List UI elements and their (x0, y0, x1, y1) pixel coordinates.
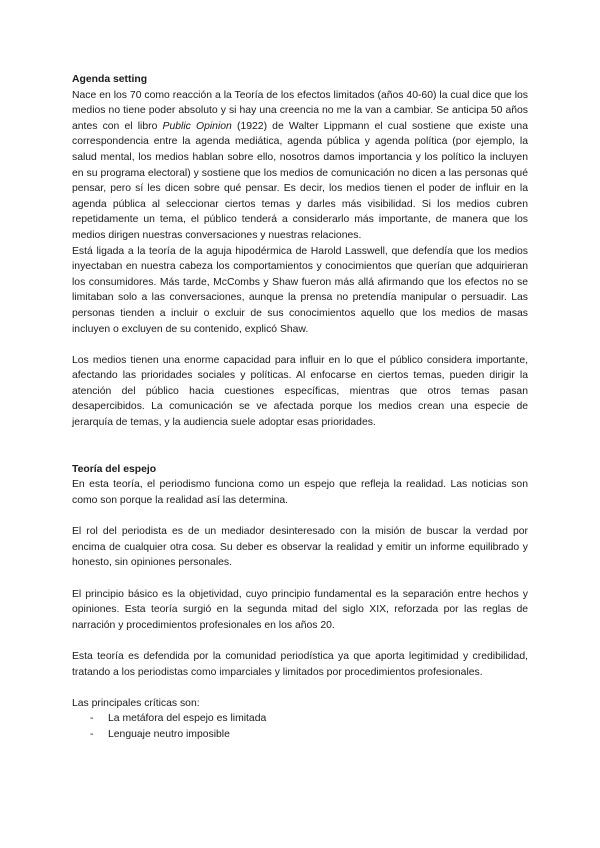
list-item-text: La metáfora del espejo es limitada (108, 713, 267, 725)
heading-agenda-setting: Agenda setting (72, 74, 148, 85)
paragraph-espejo-4: Esta teoría es defendida por la comunidad periodística ya que aporta legitimidad y credibilidad, tratando a los periodistas como imparciales y limitados por procedimientos profesionales. (72, 650, 528, 678)
list-marker: - (90, 713, 94, 725)
paragraph-espejo-1: En esta teoría, el periodismo funciona como un espejo que refleja la realidad. Las noticias son como son porque la realidad así las determina. (72, 479, 528, 507)
list-item-text: Lenguaje neutro imposible (108, 728, 230, 740)
list-item (72, 727, 528, 743)
paragraph-agenda-1-b: (1922) de Walter Lippmann el cual sostiene que existe una correspondencia entre la agenda mediática, agenda pública y agenda política (por ejemplo, la salud mental, los medios hablan sobre ello, nosotros damos importancia y los político la incluyen en su programa electoral) y sostiene que los medios de comunicación no dicen a las personas qué pensar, pero sí les dicen sobre qué pensar. Es decir, los medios tienen el poder de influir en la agenda pública al seleccionar ciertos temas y darles más visibilidad. Si los medios cubren repetidamente un tema, el público tenderá a considerarlo más importante, de manera que los medios dirigen nuestras conversaciones y nuestras relaciones. (72, 120, 528, 241)
paragraph-agenda-1-a: Nace en los 70 como reacción a la Teoría de los efectos limitados (años 40-60) la cual dice que los medios no tiene poder absoluto y si hay una creencia no me la van a cambiar. Se anticipa 50 años antes con el libro (72, 89, 528, 132)
paragraph-espejo-2: El rol del periodista es de un mediador desinteresado con la misión de buscar la verdad por encima de cualquier otra cosa. Su deber es observar la realidad y emitir un informe equilibrado y honesto, sin opiniones personales. (72, 526, 528, 569)
list-marker: - (90, 728, 94, 740)
heading-teoria-espejo: Teoría del espejo (72, 463, 157, 475)
paragraph-agenda-2: Está ligada a la teoría de la aguja hipodérmica de Harold Lasswell, que defendía que los medios inyectaban en nuestra cabeza los comportamientos y conocimientos que querían que adquirieran los consumidores. Más tarde, McCombs y Shaw fueron más allá afirmando que los efectos no se limitaban solo a las conversaciones, aunque la prensa no pretendía manipular o persuadir. Las personas tienden a incluir o excluir de sus conocimientos aquello que los medios de masas incluyen o excluyen de su contenido, explicó Shaw. (72, 245, 528, 335)
list-item (72, 711, 528, 727)
spacer (72, 571, 528, 587)
spacer (72, 337, 528, 353)
critics-intro: Las principales críticas son: (72, 697, 200, 709)
paragraph-agenda-3: Los medios tienen una enorme capacidad para influir en lo que el público considera importante, afectando las prioridades sociales y políticas. Al enfocarse en ciertos temas, pueden dirigir la atención del público hacia cuestiones específicas, mientras que otros temas pasan desapercibidos. La comunicación se ve afectada porque los medios crean una especie de jerarquía de temas, y la audiencia suele adoptar esas prioridades. (72, 354, 528, 429)
book-title: Public Opinion (162, 120, 232, 132)
spacer (72, 509, 528, 525)
spacer (72, 431, 528, 462)
spacer (72, 633, 528, 649)
spacer (72, 680, 528, 696)
paragraph-espejo-3: El principio básico es la objetividad, cuyo principio fundamental es la separación entre hechos y opiniones. Esta teoría surgió en la segunda mitad del siglo XIX, reforzada por las reglas de narración y procedimientos profesionales en los años 20. (72, 588, 528, 631)
paragraph-agenda-1 (72, 88, 528, 244)
critics-list (72, 711, 528, 742)
document-content (72, 72, 528, 743)
